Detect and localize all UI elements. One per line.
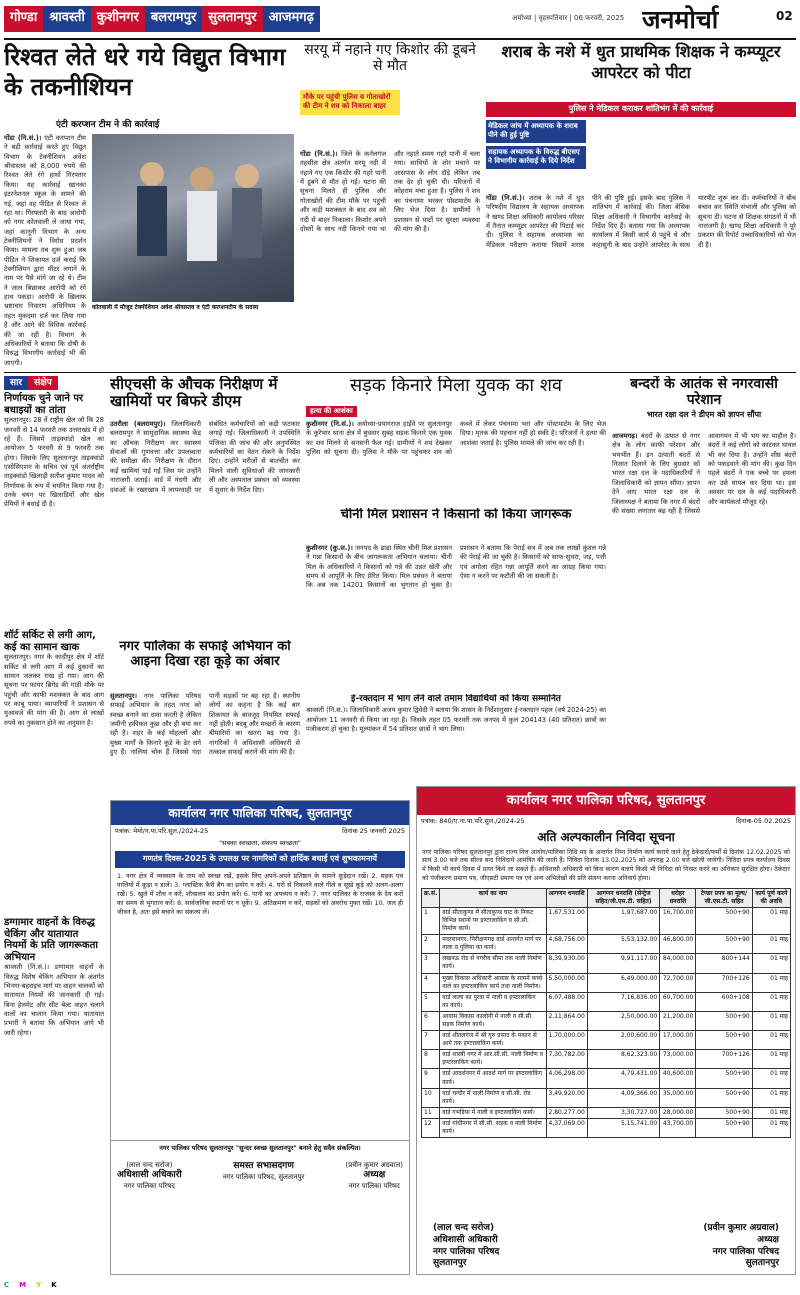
ad-republic-day — [110, 800, 410, 1275]
table-cell: 17,000.00 — [660, 1031, 696, 1050]
dateline: आजमगढ़। — [612, 432, 638, 440]
dateline: सुलतानपुर। — [110, 692, 137, 700]
city-label: बलरामपुर — [145, 6, 202, 32]
table-cell: 800+144 — [696, 954, 752, 973]
story-body-text: अयोध्या-प्रयागराज हाईवे पर सुलतानपुर के कूरेभार थाना क्षेत्र में बुधवार सुबह सड़क किनारे एक युवक का शव मिलने से सनसनी फैल गई। ग्रामीणों ने शव देखकर पुलिस को सूचना दी। पुलिस ने मौके पर पहुंचकर शव को कब्जे में लेकर पंचनामा भरा और पोस्टमार्टम के लिए भेज दिया। मृतक की पहचान नहीं हो सकी है। परिजनों ने हत्या की आशंका जताई है। पुलिस मामले की जांच कर रही है। — [306, 420, 606, 457]
table-row — [422, 935, 791, 954]
signature-block — [346, 1161, 403, 1191]
story-headline: नगर पालिका के सफाई अभियान को आइना दिखा रहा कूड़े का अंबार — [119, 640, 291, 669]
table-cell: 5,15,741.00 — [587, 1118, 659, 1137]
sig-name: (प्रवीन कुमार अग्रवाल) — [345, 1161, 403, 1170]
table-cell: 7 — [422, 1031, 440, 1050]
tag-label: हत्या की आशंका — [306, 406, 357, 417]
story-body — [110, 692, 300, 800]
table-cell: 4,06,298.00 — [546, 1069, 587, 1088]
sig-name: (लाल चन्द सरोज) — [126, 1161, 173, 1170]
story-monkeys — [612, 376, 796, 692]
table-cell: 01 माह — [752, 1118, 790, 1137]
table-cell: 4,79,431.00 — [587, 1069, 659, 1088]
ad-office-title: कार्यालय नगर पालिका परिषद, सुलतानपुर — [111, 801, 409, 825]
sig-title: समस्त सभासदगण — [233, 1161, 294, 1172]
table-cell: मुख्य विकास अधिकारी आवास के सामने कच्चे नाले का इण्टरलाकिंग कार्य तथा नाली निर्माण। — [440, 973, 546, 992]
table-cell: 21,200.00 — [660, 1011, 696, 1030]
ad-date: दिनांक-05.02.2025 — [736, 816, 791, 825]
story-headline: सड़क किनारे मिला युवक का शव — [349, 376, 563, 396]
story-teacher — [486, 42, 796, 370]
table-cell: 72,700.00 — [660, 973, 696, 992]
table-header-cell: टेण्डर प्रपत्र का मूल्य/जी.एस.टी. सहित — [696, 888, 752, 907]
table-cell: 35,000.00 — [660, 1088, 696, 1107]
edition-date: अयोध्या | वृहस्पतिवार | 06 फरवरी, 2025 — [512, 14, 625, 22]
table-cell: वार्ड गांधीनगर में सी.सी. सड़क व नाली निर्माण कार्य। — [440, 1118, 546, 1137]
story-body-text: बंदरों के उत्पात से नगर क्षेत्र के लोग काफी परेशान और भयभीत हैं। इन उत्पाती बंदरों से निजात दिलाने के लिए बुधवार को भारत रक्षा दल के पदाधिकारियों ने जिलाधिकारी को ज्ञापन सौंपा। ज्ञापन देने आए भारत रक्षा दल के जिलाध्यक्ष ने बताया कि नगर में बंदरों की संख्या लगातार बढ़ रही है जिससे आवागमन में भी भय का माहौल है। बंदरों ने कई लोगों को काटकर घायल भी कर दिया है। उन्होंने शीघ्र बंदरों को पकड़वाने की मांग की। कुछ दिन पहले बंदरों ने एक बच्चे पर हमला कर उसे घायल कर दिया था। इस अवसर पर दल के कई पदाधिकारी और कार्यकर्ता मौजूद रहे। — [612, 432, 796, 515]
table-cell: आवास विकास कालोनी में नाली व सी.सी. सड़क निर्माण कार्य। — [440, 1011, 546, 1030]
table-cell: 2,80,277.00 — [546, 1107, 587, 1118]
table-cell: 01 माह — [752, 1031, 790, 1050]
story-bribery — [4, 42, 294, 370]
table-cell: 1,67,531.00 — [546, 907, 587, 934]
table-cell: 60,700.00 — [660, 992, 696, 1011]
table-cell: 01 माह — [752, 1011, 790, 1030]
table-cell: 7,30,782.00 — [546, 1050, 587, 1069]
table-cell: 2,00,600.00 — [587, 1031, 659, 1050]
story-body — [110, 420, 300, 636]
sig-org: नगर पालिका परिषद — [433, 1246, 500, 1257]
table-cell: 9 — [422, 1069, 440, 1088]
story-body: एंटी करप्शन टीम ने बड़ी कार्रवाई करते हुए विद्युत विभाग के टेक्नीशियन अवेश श्रीवास्तव को 8,000 रुपये की रिश्वत लेते रंगे हाथों गिरफ्तार किया। यह कार्रवाई खानका इंटरनेशनल स्कूल के सामने की गई, जहां वह पीड़ित से रिश्वत ले रहा था। गिरफ्तारी के बाद आरोपी को नगर कोतवाली ले जाया गया, जहां कानूनी विभाग के अन्य टेक्नीशियनों ने विरोध प्रदर्शन किया। मामला तब शुरू हुआ जब पीड़ित ने शिकायत दर्ज कराई कि टेक्नीशियन द्वारा मीटर लगाने के नाम पर पैसे मांगे जा रहे थे। टीम ने जाल बिछाकर आरोपी को रंगे हाथ पकड़ा। आरोपी के खिलाफ भ्रष्टाचार निवारण अधिनियम के तहत मुकदमा दर्ज कर लिया गया है और आगे की विधिक कार्रवाई की जा रही है। विभाग के अधिकारियों ने बताया कि दोषी के विरुद्ध विभागीय कार्रवाई भी की जाएगी। — [4, 134, 86, 367]
table-cell: 2 — [422, 935, 440, 954]
table-cell: 11 — [422, 1107, 440, 1118]
ad-ref-row — [417, 815, 795, 828]
sidebar-body: श्रावस्ती (नि.सं.)। डग्गामार वाहनों के विरुद्ध विशेष चेकिंग अभियान के अंतर्गत भिनगा-बहराइच मार्ग पर वाहन चालकों को यातायात नियमों की जानकारी दी गई। बिना हेलमेट और सीट बेल्ट वाहन चलाने वालों का चालान किया गया। यातायात प्रभारी ने बताया कि अभियान आगे भी जारी रहेगा। — [4, 963, 104, 1037]
story-blood-donation — [306, 694, 606, 784]
table-cell: 500+90 — [696, 1088, 752, 1107]
story-body — [306, 420, 606, 506]
table-cell: 500+90 — [696, 1031, 752, 1050]
table-cell: 01 माह — [752, 935, 790, 954]
table-cell: 5,53,132.00 — [587, 935, 659, 954]
ad-date: दिनांक 25 जनवरी 2025 — [342, 827, 405, 836]
dateline: कुशीनगर (कु.स.)। — [306, 544, 353, 552]
table-cell: वार्ड लाला का पुरवा में नाली व इण्टरलाकिंग का कार्य। — [440, 992, 546, 1011]
table-row — [422, 973, 791, 992]
table-cell: 700+126 — [696, 973, 752, 992]
story-headline: बन्दरों के आतंक से नगरवासी परेशान — [630, 376, 778, 409]
dateline: उतरौला (बलरामपुर)। — [110, 420, 166, 428]
table-cell: 12 — [422, 1118, 440, 1137]
ad-signatures — [417, 1223, 795, 1270]
highlight-box — [486, 120, 586, 169]
table-cell: 500+90 — [696, 1069, 752, 1088]
table-cell: 01 माह — [752, 907, 790, 934]
story-body-text: शराब के नशे में धुत परिषदीय विद्यालय के सहायक अध्यापक ने खण्ड शिक्षा अधिकारी कार्यालय परिसर में तैनात कम्प्यूटर आपरेटर की पिटाई कर दी। पुलिस ने सहायक अध्यापक का मेडिकल परीक्षण कराया जिसमें शराब पीने की पुष्टि हुई। इसके बाद पुलिस ने शांतिभंग में कार्रवाई की। जिला बेसिक शिक्षा अधिकारी ने विभागीय कार्रवाई के निर्देश दिए हैं। बताया गया कि अध्यापक कार्यालय में किसी कार्य से पहुंचे थे और कहासुनी के बाद उन्होंने आपरेटर के साथ मारपीट शुरू कर दी। कर्मचारियों ने बीच बचाव कर स्थिति संभाली और पुलिस को सूचना दी। घटना से शिक्षक संगठनों में भी नाराजगी है। खण्ड शिक्षा अधिकारी ने पूरे प्रकरण की रिपोर्ट उच्चाधिकारियों को भेज दी है। — [486, 194, 796, 249]
story-body-text: जनपद के ढाढ़ा स्थित चीनी मिल प्रशासन ने गन्ना किसानों के बीच जागरूकता अभियान चलाया। चीनी मिल के अधिकारियों ने किसानों को गन्ने की उन्नत खेती और समय से आपूर्ति के लिए प्रेरित किया। मिल प्रबंधन ने बताया कि अब तक 14201 किसानों का भुगतान हो चुका है। प्रशासन ने बताया कि पेराई सत्र में अब तक लाखों कुंतल गन्ने की पेराई की जा चुकी है। किसानों को साफ-सुथरा, जड़, पत्ती एवं अगोला रहित गन्ना आपूर्ति करने का आग्रह किया गया। ऐसा न करने पर कटौती की जा सकती है। — [306, 544, 606, 590]
story-body-text: नगर पालिका परिषद सफाई अभियान के तहत नगर को स्वच्छ बनाने का दावा करती है लेकिन जमीनी हकीकत कुछ और ही बयां कर रही है। शहर के कई मोहल्लों और मुख्य मार्गों के किनारे कूड़े के ढेर लगे हुए हैं। नालियां चोक हैं जिससे गंदा पानी सड़कों पर बह रहा है। स्थानीय लोगों का कहना है कि कई बार शिकायत के बावजूद नियमित सफाई नहीं होती। बदबू और मच्छरों के कारण बीमारियों का खतरा बढ़ गया है। नागरिकों ने अधिशासी अधिकारी से तत्काल सफाई कराने की मांग की है। — [110, 692, 300, 757]
dateline: गोंडा (नि.सं.)। — [4, 134, 42, 142]
table-cell: 5,50,000.00 — [546, 973, 587, 992]
sidebar-body: सुलतानपुर। नगर के कादीपुर क्षेत्र में शॉर्ट सर्किट से लगी आग में कई दुकानों का सामान जलकर राख हो गया। आग की सूचना पर फायर ब्रिगेड की गाड़ी मौके पर पहुंची और काफी मशक्कत के बाद आग पर काबू पाया। व्यापारियों ने प्रशासन से मुआवजे की मांग की है। आग से लाखों रुपये का नुकसान होने का अनुमान है। — [4, 653, 104, 727]
table-row — [422, 1050, 791, 1069]
story-drowning — [300, 42, 480, 370]
table-cell: 500+90 — [696, 935, 752, 954]
table-header-cell: धरोहर धनराशि — [660, 888, 696, 907]
sig-title: अध्यक्ष — [363, 1170, 386, 1181]
table-cell: मदरसानगर, निरीक्षणगढ़ वार्ड अन्तर्गत मार्ग पर नाला व पुलिया का कार्य। — [440, 935, 546, 954]
sidebar-tag: सार — [4, 376, 28, 390]
table-cell: 43,700.00 — [660, 1118, 696, 1137]
table-cell: 8,62,323.00 — [587, 1050, 659, 1069]
city-strip — [4, 6, 504, 32]
sig-org: नगर पालिका परिषद — [123, 1182, 175, 1191]
dateline: गोंडा (नि.सं.)। — [300, 150, 338, 158]
sidebar-headline: डग्गामार वाहनों के विरुद्ध चेकिंग और यातायात नियमों के प्रति जागरूकता अभियान — [4, 917, 98, 963]
subhead-tag: एंटी करप्शन टीम ने की कार्रवाई — [52, 118, 163, 132]
highlight-text: मौके पर पहुंची पुलिस व गोताखोरों की टीम ने शव को निकाला बाहर — [303, 93, 391, 111]
ad-tender-notice — [416, 786, 796, 1275]
table-cell: वार्ड सीताकुण्ड में सीताकुण्ड घाट के निकट विभिन्न स्थानों पर इण्टरलाकिंग व सी.सी. निर्माण कार्य। — [440, 907, 546, 934]
story-body — [486, 194, 796, 370]
paper-name: जनमोर्चा — [642, 5, 719, 34]
table-cell: 46,800.00 — [660, 935, 696, 954]
table-cell: 4,09,366.00 — [587, 1088, 659, 1107]
table-cell: 500+90 — [696, 1107, 752, 1118]
table-cell: 01 माह — [752, 1107, 790, 1118]
story-body — [306, 544, 606, 692]
print-mark: K — [51, 1281, 57, 1290]
table-cell: 700+126 — [696, 1050, 752, 1069]
story-body-col1 — [4, 134, 86, 370]
signature-block — [703, 1223, 779, 1270]
sig-title: अधिशासी अधिकारी — [433, 1234, 498, 1245]
table-cell: 40,600.00 — [660, 1069, 696, 1088]
city-label: गोण्डा — [4, 6, 43, 32]
story-body-text: जिले के कर्नलगंज तहसील क्षेत्र अंतर्गत सरयू नदी में नहाने गए एक किशोर की गहरे पानी में डूबने से मौत हो गई। घटना की सूचना मिलते ही पुलिस और गोताखोरों की टीम मौके पर पहुंची और कड़ी मशक्कत के बाद शव को नदी से बाहर निकाला। किशोर अपने दोस्तों के साथ नदी किनारे गया था और नहाते समय गहरे पानी में चला गया। साथियों के शोर मचाने पर आसपास के लोग दौड़े लेकिन तब तक देर हो चुकी थी। परिजनों में कोहराम मचा हुआ है। पुलिस ने शव का पंचनामा भरकर पोस्टमार्टम के लिए भेज दिया है। ग्रामीणों ने प्रशासन से घाटों पर सुरक्षा व्यवस्था की मांग की है। — [300, 150, 480, 233]
signature-block — [433, 1223, 499, 1270]
table-cell: 3,49,920.00 — [546, 1088, 587, 1107]
ad-ref-no: पत्रांक: मेमो/न.पा.परि.सुल./2024-25 — [115, 827, 209, 836]
ad-signatures — [111, 1155, 409, 1191]
story-body-text: जिलाधिकारी बलरामपुर ने सामुदायिक स्वास्थ्य केंद्र का औचक निरीक्षण कर स्वास्थ्य सेवाओं की गुणवत्ता और उपलब्धता की समीक्षा की। निरीक्षण के दौरान कई खामियां पाई गईं जिस पर उन्होंने नाराजगी जताई। वार्ड में गंदगी और दवाओं के रखरखाव में लापरवाही पर संबंधित कर्मचारियों को कड़ी फटकार लगाई गई। जिलाधिकारी ने उपस्थिति पंजिका की जांच की और अनुपस्थित कर्मचारियों का वेतन रोकने के निर्देश दिए। उन्होंने मरीजों से बातचीत कर मिलने वाली सुविधाओं की जानकारी ली और अस्पताल प्रबंधन को व्यवस्था में सुधार के निर्देश दिए। — [110, 420, 300, 494]
page-number: 02 — [776, 9, 793, 23]
subhead-text: पुलिस ने मेडिकल कराकर शांतिभंग में की कार्रवाई — [568, 104, 714, 113]
table-row — [422, 1088, 791, 1107]
story-headline: ई-रक्तदान में भाग लेने वाले तमाम विद्यार्थियों को किया सम्मानित — [351, 694, 561, 704]
sig-title: अधिशासी अधिकारी — [117, 1170, 182, 1181]
people-photo-icon — [92, 134, 294, 302]
signature-block — [117, 1161, 182, 1191]
table-cell: 3,30,727.00 — [587, 1107, 659, 1118]
table-cell: वार्ड आदर्शनगर में आदर्श मार्ग पर इण्टरलाकिंग कार्य। — [440, 1069, 546, 1088]
table-cell: 7,16,836.00 — [587, 992, 659, 1011]
city-label: कुशीनगर — [91, 6, 145, 32]
ad-slogan: "सबका स्वच्छता, संकल्प स्वच्छता" — [219, 838, 301, 847]
sig-name: (प्रवीन कुमार अग्रवाल) — [703, 1223, 779, 1234]
table-cell: 84,000.00 — [660, 954, 696, 973]
table-cell: लखनऊ रोड से नगरीय सीमा तक नाली निर्माण कार्य। — [440, 954, 546, 973]
ad-title: गणतंत्र दिवस-2025 के उपलक्ष पर नागरिकों को हार्दिक बधाई एवं शुभकामनायें — [115, 851, 405, 868]
masthead — [0, 0, 800, 40]
table-cell: 4,37,069.00 — [546, 1118, 587, 1137]
sig-org: नगर पालिका परिषद — [348, 1182, 400, 1191]
table-cell: वार्ड शीतलगंज में श्री गुरु प्रसाद के मकान से आगे तक इण्टरलाकिंग कार्य। — [440, 1031, 546, 1050]
story-body — [300, 150, 480, 370]
table-cell: 1,70,000.00 — [546, 1031, 587, 1050]
tender-table — [421, 888, 791, 1138]
table-cell: 2,11,864.00 — [546, 1011, 587, 1030]
table-cell: 500+90 — [696, 907, 752, 934]
table-header-cell: आगणन धनराशि (सेन्ट्रेज सहित/जी.एस.टी. सहित) — [587, 888, 659, 907]
city-label: सुलतानपुर — [202, 6, 262, 32]
story-photo — [92, 134, 294, 302]
table-row — [422, 1031, 791, 1050]
highlight-text: सहायक अध्यापक के विरुद्ध बीएसए ने विभागीय कार्रवाई के दिये निर्देश — [486, 146, 586, 169]
section-rule — [4, 372, 796, 373]
table-cell: 9,91,117.00 — [587, 954, 659, 973]
sidebar-tag: संक्षेप — [28, 376, 58, 390]
story-garbage — [110, 640, 300, 800]
table-row — [422, 1107, 791, 1118]
ad-ref-row — [111, 825, 409, 838]
sig-name: (लाल चन्द सरोज) — [433, 1223, 495, 1234]
table-cell: वार्ड गभड़िया में नाली व इण्टरलाकिंग कार्य। — [440, 1107, 546, 1118]
story-tag — [306, 406, 357, 417]
story-chc-inspection — [110, 376, 300, 636]
dateline: कुशीनगर (नि.सं.)। — [306, 420, 354, 428]
story-body-found — [306, 376, 606, 506]
print-marks — [4, 1280, 796, 1292]
table-cell: 8,39,930.00 — [546, 954, 587, 973]
ad-office-title: कार्यालय नगर पालिका परिषद, सुलतानपुर — [417, 787, 795, 815]
sig-city: सुलतानपुर — [745, 1258, 779, 1269]
sidebar-tags — [4, 376, 104, 390]
story-body: श्रावस्ती (नि.सं.)। जिलाधिकारी अजय कुमार द्विवेदी ने बताया कि शासन के निर्देशानुसार ई-रक्तदान पहल (वर्ष 2024-25) का आयोजन 11 जनवरी से किया जा रहा है। जिसके तहत 05 फरवरी तक जनपद में कुल 204143 (40 प्रतिशत) छात्रों का पंजीकरण हो चुका है। मूल्यांकन में 54 प्रतिशत छात्रों ने भाग लिया। — [306, 706, 606, 734]
table-cell: 73,000.00 — [660, 1050, 696, 1069]
table-row — [422, 954, 791, 973]
masthead-rule — [4, 38, 796, 40]
table-row — [422, 1011, 791, 1030]
sig-org: नगर पालिका परिषद, सुलतानपुर — [222, 1172, 305, 1181]
signature-block — [223, 1161, 305, 1191]
sig-title: अध्यक्ष — [757, 1234, 779, 1245]
story-headline: रिश्वत लेते धरे गये विद्युत विभाग के तकनीशियन — [4, 43, 286, 101]
table-cell: 6 — [422, 1011, 440, 1030]
print-mark: C — [4, 1281, 10, 1290]
sidebar-body: सुलतानपुर। 28 वें राष्ट्रीय खेल जो कि 28 जनवरी से 14 फरवरी तक उत्तराखंड में हो रहे हैं। जिसमें ताइक्वांडो खेल का आयोजन 5 फरवरी से 9 फरवरी तक होगा। जिसके लिए सुलतानपुर ताइक्वांडो एसोसिएशन के सचिव एवं पूर्व अंतर्राष्ट्रीय ताइक्वांडो खिलाड़ी सतीश कुमार यादव को निर्णायक के रूप में चयनित किया गया है। उनके चयन पर खिलाड़ियों और खेल प्रेमियों ने बधाई दी है। — [4, 416, 104, 509]
sidebar-headline: निर्णायक चुने जाने पर बधाइयों का तांता — [4, 393, 84, 416]
table-cell: 01 माह — [752, 992, 790, 1011]
story-headline: चीनी मिल प्रशासन ने किसानों को किया जागरूक — [340, 508, 572, 522]
highlight-box — [300, 90, 400, 115]
dateline: गोंडा (नि.सं.)। — [486, 194, 525, 202]
photo-caption: कोतवाली में मौजूद टेक्नीशियन अवेश श्रीवास्तव व एंटी करप्शनटीम के सदस्य — [92, 304, 259, 311]
table-cell: 4 — [422, 973, 440, 992]
ad-footer: नगर पालिका परिषद सुलतानपुर "सुन्दर स्वच्छ सुलतानपुर" बनाने हेतु सदैव संकल्पित। — [111, 1140, 409, 1156]
story-headline: शराब के नशे में धुत प्राथमिक शिक्षक ने कम्प्यूटर आपरेटर को पीटा — [501, 42, 781, 82]
table-cell: 5 — [422, 992, 440, 1011]
table-header-cell: कार्य का नाम — [440, 888, 546, 907]
city-label: आजमगढ़ — [263, 6, 320, 32]
story-subhead — [486, 102, 796, 117]
ad-title: अति अल्पकालीन निविदा सूचना — [537, 830, 675, 845]
table-cell: 10 — [422, 1088, 440, 1107]
table-cell: 500+90 — [696, 1011, 752, 1030]
ad-body: नगर पालिका परिषद सुलतानपुर द्वारा राज्य वित्त आयोग/पालिका निधि मद के अन्तर्गत निम्न निर्माण कार्य कराये जाने हेतु ठेकेदारों/फर्मों से दिनांक 12.02.2025 को सायं 3.00 बजे तक सील्ड बन्द निविदायें आमंत्रित की जाती हैं। निविदा दिनांक 13.02.2025 को अपराह्न 2.00 बजे खोली जायेगी। निविदा प्रपत्र कार्यालय दिवस में किसी भी कार्य दिवस में प्राप्त किये जा सकते हैं। अधिशासी अधिकारी को बिना कारण बताये किसी भी निविदा को निरस्त करने का अधिकार सुरक्षित होगा। ठेकेदार को पंजीकरण प्रमाण पत्र, जीएसटी प्रमाण पत्र एवं अन्य अभिलेखों की प्रति संलग्न करना अनिवार्य होगा। — [422, 848, 790, 882]
city-label: श्रावस्ती — [43, 6, 91, 32]
table-cell: 01 माह — [752, 1088, 790, 1107]
print-mark: M — [19, 1281, 27, 1290]
table-row — [422, 1118, 791, 1137]
table-cell: 16,700.00 — [660, 907, 696, 934]
print-mark: Y — [36, 1281, 42, 1290]
table-cell: 01 माह — [752, 1069, 790, 1088]
story-body — [612, 432, 796, 692]
table-cell: 28,000.00 — [660, 1107, 696, 1118]
tender-table-wrap — [417, 885, 795, 1141]
story-subhead — [52, 118, 292, 132]
table-cell: 3 — [422, 954, 440, 973]
table-cell: 600+108 — [696, 992, 752, 1011]
table-header-cell: कार्य पूर्ण करने की अवधि — [752, 888, 790, 907]
table-cell: 1,97,687.00 — [587, 907, 659, 934]
table-header-cell: आगणन धनराशि — [546, 888, 587, 907]
story-sugar-mill — [306, 508, 606, 692]
table-cell: 2,50,000.00 — [587, 1011, 659, 1030]
highlight-text: मेडिकल जांच में अध्यापक के शराब पीने की हुई पुष्टि — [486, 120, 586, 143]
table-cell: 500+90 — [696, 1118, 752, 1137]
table-cell: 8 — [422, 1050, 440, 1069]
story-headline: सीएचसी के औचक निरीक्षण में खामियों पर बिफरे डीएम — [110, 376, 278, 411]
ad-body: 1. नगर क्षेत्र में व्यवसाय के ताम को स्वच्छ रखें, इसके लिए अपने-अपने प्रतिष्ठान के सामने कूड़ेदान रखें। 2. सड़क एवं नालियों में कूड़ा न डालें। 3. प्लास्टिक कैरी बैग का प्रयोग न करें। 4. घरों से निकलने वाले गीले व सूखे कूड़े को अलग-अलग रखें। 5. खुले में शौच न करें, शौचालय का प्रयोग करें। 6. पानी का अपव्यय न करें। 7. नगर पालिका के राजस्व के देय करों का समय से भुगतान करें। 8. सार्वजनिक स्थानों पर न थूकें। 9. अतिक्रमण न करें, सड़कों को अवरोध मुक्त रखें। 10. जल ही जीवन है, अतः इसे बचाने का संकल्प लें। — [117, 871, 403, 916]
table-row — [422, 907, 791, 934]
story-headline: सरयू में नहाने गए किशोर की डूबने से मौत — [304, 42, 476, 75]
sidebar-brief — [4, 376, 104, 1276]
table-cell: 01 माह — [752, 973, 790, 992]
table-row — [422, 992, 791, 1011]
story-subhead: भारत रक्षा दल ने डीएम को ज्ञापन सौंपा — [646, 410, 762, 420]
ad-ref-no: पत्रांक: 840/ए.ना.पा.परि.सुल./2024-25 — [421, 816, 525, 825]
table-cell: वार्ड चन्दौर में नाली निर्माण व सी.सी. रोड कार्य। — [440, 1088, 546, 1107]
table-cell: वार्ड शास्त्री नगर में आर.सी.सी. नाली निर्माण व इण्टरलाकिंग कार्य। — [440, 1050, 546, 1069]
table-cell: 6,49,000.00 — [587, 973, 659, 992]
table-cell: 01 माह — [752, 954, 790, 973]
sig-org: नगर पालिका परिषद — [712, 1246, 779, 1257]
table-cell: 01 माह — [752, 1050, 790, 1069]
table-cell: 1 — [422, 907, 440, 934]
sidebar-headline: शॉर्ट सर्किट से लगी आग, कई का सामान खाक — [4, 630, 96, 653]
table-row — [422, 1069, 791, 1088]
table-cell: 6,07,488.00 — [546, 992, 587, 1011]
table-header-cell: क्र.सं. — [422, 888, 440, 907]
table-cell: 4,68,756.00 — [546, 935, 587, 954]
sig-city: सुलतानपुर — [433, 1258, 467, 1269]
